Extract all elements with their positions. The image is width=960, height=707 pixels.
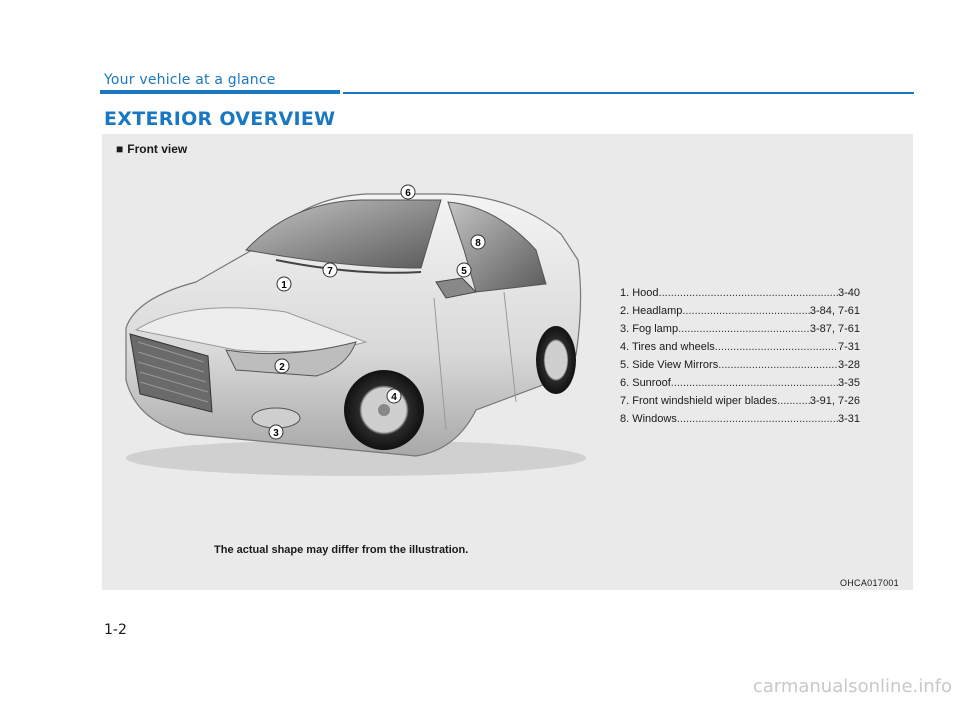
svg-text:6: 6 (405, 188, 411, 199)
square-bullet-icon: ■ (116, 142, 124, 156)
legend-page-ref: 3-87, 7-61 (809, 323, 860, 335)
legend-page-ref: 3-28 (837, 359, 860, 371)
callout-4 (387, 389, 401, 403)
figure-caption: The actual shape may differ from the illustration. (214, 544, 469, 556)
callout-3 (269, 425, 283, 439)
legend-item (620, 320, 860, 338)
callout-7 (323, 263, 337, 277)
svg-text:7: 7 (327, 266, 333, 277)
callout-1 (277, 277, 291, 291)
legend-label: 5. Side View Mirrors (620, 359, 719, 371)
legend-item (620, 374, 860, 392)
legend-label: 2. Headlamp (620, 305, 683, 317)
page-number: 1-2 (104, 622, 127, 638)
legend-label: 4. Tires and wheels (620, 341, 715, 353)
legend-label: 3. Fog lamp (620, 323, 679, 335)
leader-dots (678, 320, 810, 338)
legend-item (620, 302, 860, 320)
callout-2 (275, 359, 289, 373)
leader-dots (659, 284, 838, 302)
svg-text:1: 1 (281, 280, 287, 291)
leader-dots (718, 356, 838, 374)
legend-page-ref: 3-31 (837, 413, 860, 425)
panel-subtitle (116, 142, 187, 156)
legend-item (620, 410, 860, 428)
car-illustration (116, 180, 586, 480)
leader-dots (715, 338, 838, 356)
legend-item (620, 356, 860, 374)
legend-page-ref: 3-84, 7-61 (809, 305, 860, 317)
svg-text:3: 3 (273, 428, 279, 439)
leader-dots (682, 302, 809, 320)
legend-item (620, 338, 860, 356)
legend-page-ref: 7-31 (837, 341, 860, 353)
front-wheel-hub (378, 404, 390, 416)
legend-label: 1. Hood (620, 287, 659, 299)
svg-text:2: 2 (279, 362, 285, 373)
parts-legend (620, 284, 860, 428)
legend-label: 6. Sunroof (620, 377, 671, 389)
leader-dots (677, 410, 838, 428)
svg-text:5: 5 (461, 266, 467, 277)
panel-subtitle-text: Front view (127, 142, 188, 156)
figure-code: OHCA017001 (839, 578, 899, 588)
figure-panel (102, 134, 913, 590)
header-bar-thin (343, 92, 914, 94)
callout-8 (471, 235, 485, 249)
legend-page-ref: 3-35 (837, 377, 860, 389)
callout-6 (401, 185, 415, 199)
legend-page-ref: 3-91, 7-26 (809, 395, 860, 407)
legend-item (620, 284, 860, 302)
page-title: EXTERIOR OVERVIEW (104, 108, 336, 130)
leader-dots (777, 392, 810, 410)
legend-label: 7. Front windshield wiper blades (620, 395, 778, 407)
legend-page-ref: 3-40 (837, 287, 860, 299)
legend-item (620, 392, 860, 410)
section-header-label: Your vehicle at a glance (104, 72, 276, 88)
svg-text:4: 4 (391, 392, 397, 403)
watermark: carmanualsonline.info (752, 676, 952, 697)
leader-dots (671, 374, 838, 392)
callout-5 (457, 263, 471, 277)
legend-label: 8. Windows (620, 413, 677, 425)
svg-text:8: 8 (475, 238, 481, 249)
header-bar-thick (100, 90, 340, 94)
rear-wheel (536, 326, 576, 394)
